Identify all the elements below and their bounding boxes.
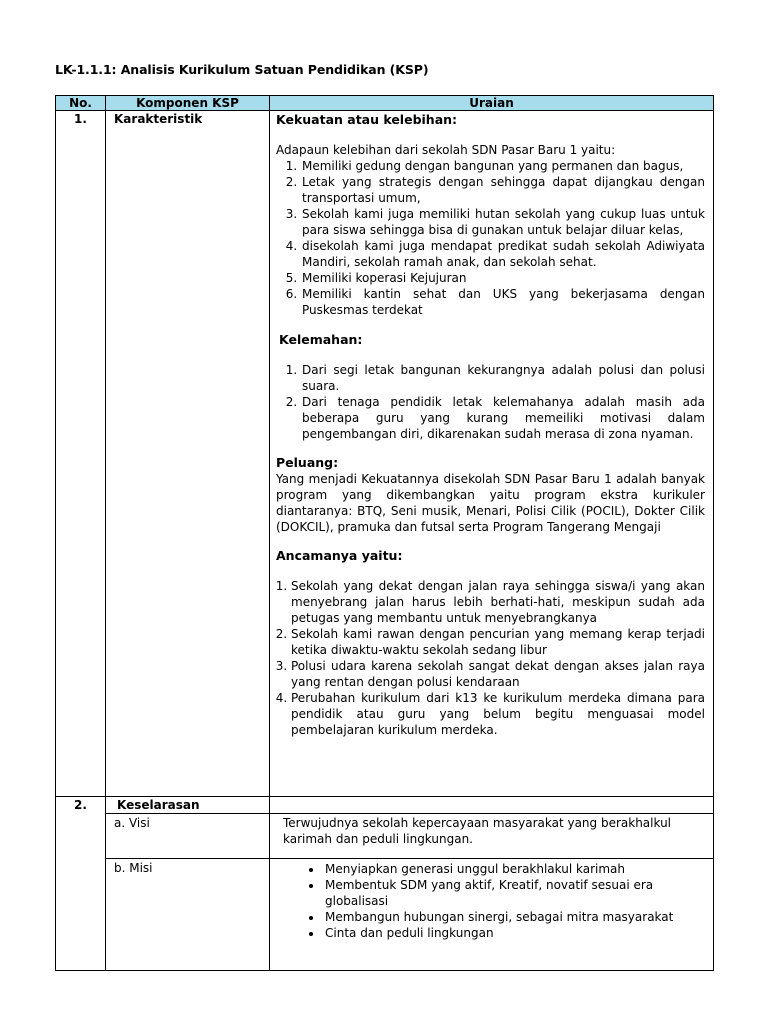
table-row-visi [56, 814, 714, 859]
header-uraian: Uraian [270, 96, 714, 111]
list-item: 2. Sekolah kami rawan dengan pencurian yang memang kerap terjadi ketika diwaktu-waktu sekolah sedang libur [291, 626, 705, 658]
list-item: • Menyiapkan generasi unggul berakhlakul karimah [323, 861, 713, 877]
list-item: 3. Polusi udara karena sekolah sangat dekat dengan akses jalan raya yang rentan dengan polusi kendaraan [291, 658, 705, 690]
list-item: 4. disekolah kami juga mendapat predikat sudah sekolah Adiwiyata Mandiri, sekolah ramah anak, dan sekolah sehat. [301, 238, 705, 270]
list-item: • Cinta dan peduli lingkungan [323, 925, 713, 941]
row-number-cell [56, 797, 106, 971]
list-item: 2. Letak yang strategis dengan sehingga dapat dijangkau dengan transportasi umum, [301, 174, 705, 206]
visi-label: a. Visi [114, 816, 150, 830]
table-row-karakteristik [56, 111, 714, 797]
uraian-cell [270, 111, 714, 797]
header-no: No. [56, 96, 106, 111]
visi-text: Terwujudnya sekolah kepercayaan masyarakat yang berakhalkul karimah dan peduli lingkungan. [283, 816, 672, 846]
misi-list-cell [270, 859, 714, 971]
kekuatan-list [270, 158, 705, 318]
ancaman-list [270, 578, 705, 738]
list-item: 1. Memiliki gedung dengan bangunan yang permanen dan bagus, [301, 158, 705, 174]
komponen-label: Karakteristik [114, 112, 203, 126]
document-title: LK-1.1.1: Analisis Kurikulum Satuan Pendidikan (KSP) [55, 62, 429, 77]
kelemahan-list [270, 362, 705, 442]
table-row-misi [56, 859, 714, 971]
list-item: • Membentuk SDM yang aktif, Kreatif, novatif sesuai era globalisasi [323, 877, 713, 909]
kekuatan-title: Kekuatan atau kelebihan: [276, 112, 458, 127]
komponen-cell [106, 111, 270, 797]
table-header-row [56, 96, 714, 111]
list-item: • Membangun hubungan sinergi, sebagai mitra masyarakat [323, 909, 713, 925]
header-komponen: Komponen KSP [106, 96, 270, 111]
row-number: 2. [74, 798, 87, 812]
list-item: 4. Perubahan kurikulum dari k13 ke kurikulum merdeka dimana para pendidik atau guru yang belum begitu menguasai model pembelajaran kurikulum merdeka. [291, 690, 705, 738]
ancaman-title: Ancamanya yaitu: [276, 548, 403, 563]
misi-label-cell [106, 859, 270, 971]
peluang-title: Peluang: [276, 455, 339, 470]
list-item: 2. Dari tenaga pendidik letak kelemahanya adalah masih ada beberapa guru yang kurang memeiliki motivasi dalam pengembangan diri, dikarenakan sudah merasa di zona nyaman. [301, 394, 705, 442]
visi-text-cell [270, 814, 714, 859]
list-item: 5. Memiliki koperasi Kejujuran [301, 270, 705, 286]
misi-list [270, 859, 713, 941]
misi-label: b. Misi [114, 861, 153, 875]
row-number-cell [56, 111, 106, 797]
ksp-table [55, 95, 714, 971]
komponen-label: Keselarasan [117, 798, 200, 812]
komponen-cell [106, 797, 270, 814]
peluang-text: Yang menjadi Kekuatannya disekolah SDN Pasar Baru 1 adalah banyak program yang dikembangkan yaitu program ekstra kurikuler diantaranya: BTQ, Seni musik, Menari, Polisi Cilik (POCIL), Dokter Cilik (DOKCIL), pramuka dan futsal serta Program Tangerang Mengaji [276, 472, 705, 534]
list-item: 1. Dari segi letak bangunan kekurangnya adalah polusi dan polusi suara. [301, 362, 705, 394]
visi-label-cell [106, 814, 270, 859]
list-item: 6. Memiliki kantin sehat dan UKS yang bekerjasama dengan Puskesmas terdekat [301, 286, 705, 318]
table-row-keselarasan [56, 797, 714, 814]
kelemahan-title: Kelemahan: [279, 332, 363, 347]
list-item: 1. Sekolah yang dekat dengan jalan raya sehingga siswa/i yang akan menyebrang jalan harus lebih berhati-hati, meskipun sudah ada petugas yang membantu untuk menyebrangkanya [291, 578, 705, 626]
kekuatan-intro: Adapaun kelebihan dari sekolah SDN Pasar Baru 1 yaitu: [276, 143, 616, 157]
uraian-cell-empty [270, 797, 714, 814]
list-item: 3. Sekolah kami juga memiliki hutan sekolah yang cukup luas untuk para siswa sehingga bisa di gunakan untuk belajar diluar kelas, [301, 206, 705, 238]
row-number: 1. [74, 112, 87, 126]
